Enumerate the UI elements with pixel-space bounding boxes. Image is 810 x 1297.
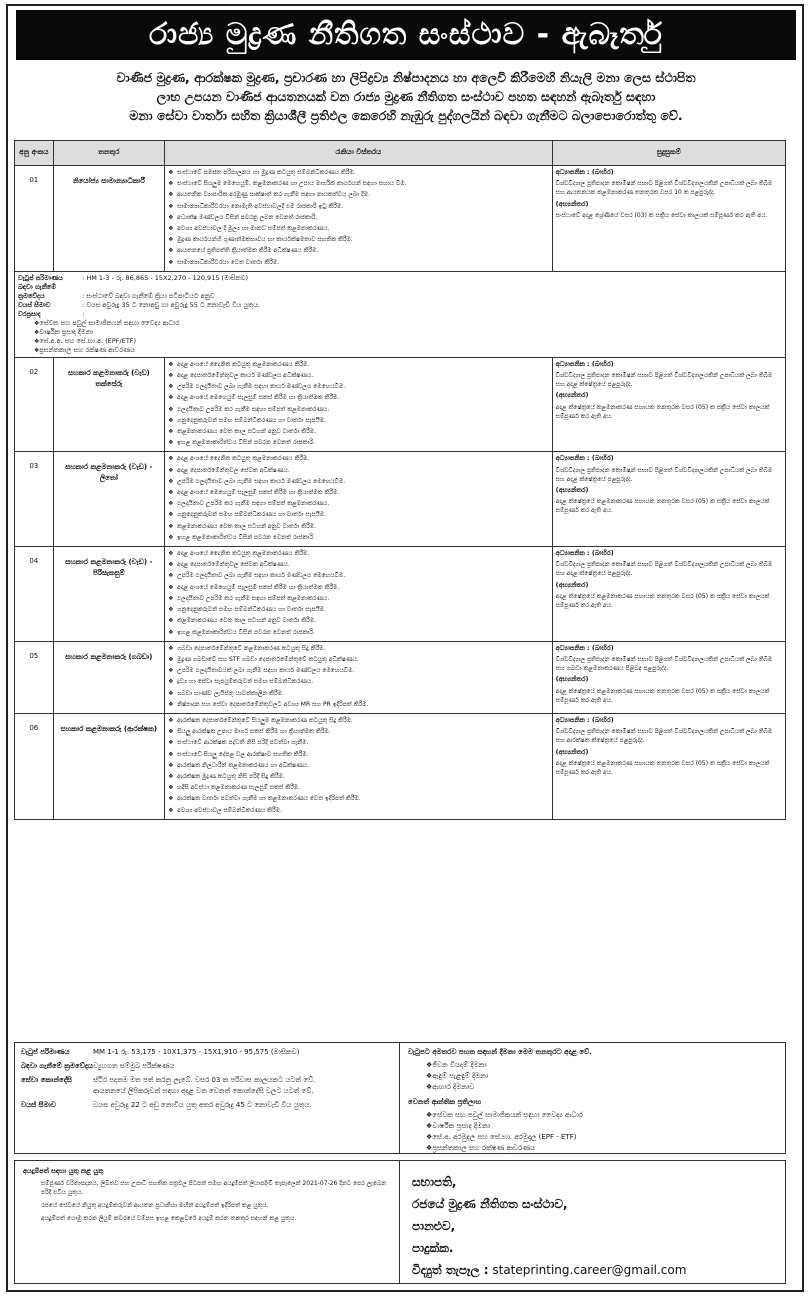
row-number: 05 [15, 641, 54, 713]
qualifications-cell [552, 166, 785, 272]
duty-item: ❖ සංස්ථාවේ සියලු දේපළ වල ආරක්ෂාව සහතික කිරීම. [168, 750, 549, 759]
qual-heading: අධ්‍යාපනික : (බාහිර) [555, 454, 614, 463]
address-line: පාදුක්ක. [412, 1241, 454, 1255]
qual-heading: අධ්‍යාපනික : (බාහිර) [555, 549, 614, 558]
duty-item: ❖ ගබඩා දෙපාර්තමේන්තුවේ කළමනාකරණ කටයුතු සිදු කිරීම. [168, 644, 549, 653]
service-value: ආයතනයේ ලිපිකරුවන් සඳහා අදාළ වන වෙනත් කොන්දේසි වලට යටත් වේ. [93, 1087, 314, 1095]
table-row [15, 713, 786, 819]
list-item: ❖ ආහාර දීමනාව [426, 1082, 777, 1093]
qual-heading: (අභ්‍යන්තර) [555, 675, 589, 684]
qual-heading: (අභ්‍යන්තර) [555, 747, 589, 756]
benefits-list [408, 1110, 777, 1154]
table-row [15, 357, 786, 452]
qual-heading: අධ්‍යාපනික : (බාහිර) [555, 359, 614, 368]
row-number: 04 [15, 547, 54, 642]
method-label: බඳවා ගැනීමේ ක්‍රමවේදය [21, 1062, 93, 1070]
qual-heading: අධ්‍යාපනික : (බාහිර) [555, 168, 614, 176]
list-item: ❖ ප්‍රසන්තකාල සහ රක්ෂණ ආවරණය [34, 346, 782, 355]
duty-item: ❖ සාමාන්‍යාධිකාරීවරයා වෙත වාර්තා කිරීම. [168, 258, 549, 267]
duty-item: ❖ අදාළ අංශයේ මෙහෙයුම් සැලසුම් සකස් කිරීම හා ක්‍රියාත්මක කිරීම. [168, 488, 549, 497]
email-link[interactable]: stateprinting.career@gmail.com [492, 1263, 687, 1277]
header-qualifications: සුදුසුකම් [552, 141, 785, 166]
duty-item: ❖ අදාළ අංශයේ මෙහෙයුම් සැලසුම් සකස් කිරීම හා ක්‍රියාත්මක කිරීම. [168, 393, 549, 402]
duty-item: ❖ නිෂ්පාදන සහ සේවා දෙපාර්තමේන්තුවලට අවශ්‍ය MR සහ PR ඉදිරිපත් කිරීම. [168, 700, 549, 709]
method-value: සංස්ථාවේ බඳවා ගැනීමේ ක්‍රියා පටිපාටියට අනුව [86, 291, 215, 300]
duties-list [168, 716, 549, 815]
duty-item: ❖ කළමනාකරණය වෙත කාල සටහන් අනුව වාර්තා කිරීම. [168, 616, 549, 625]
age-value: වයස අවුරුදු 22 ට අඩු නොවිය යුතු අතර අවුරුදු 45 ට නොවැඩි විය යුතුය. [93, 1101, 312, 1109]
duty-item: ❖ අදාළ දෙපාර්තමේන්තුවල කාර්ය මණ්ඩලය අධීක්ෂණය. [168, 371, 549, 380]
qual-text: අදාළ ක්ෂේත්‍රයේ කළමනාකරණ සහායක තනතුරක වසර (05) ක සක්‍රීය සේවා කාලයක් සම්පූර්ණ කර ඇති අය. [555, 687, 770, 704]
duty-item: ❖ මුද්‍රණ ගබඩාවේ සහ STF ගබඩා දෙපාර්තමේන්තුවේ කටයුතු අධීක්ෂණය. [168, 655, 549, 664]
qualifications-cell [552, 357, 785, 452]
table-row [15, 547, 786, 642]
duties-cell [165, 166, 553, 272]
duties-cell [165, 641, 553, 713]
duties-list [168, 549, 549, 637]
duty-item: ❖ හදිසි අවස්ථා කළමනාකරණ සැලසුම් සකස් කිරීම. [168, 783, 549, 792]
note-item: රජයේ සේවයේ නියුතු අයදුම්කරුවන් ආයතන ප්‍රධානියා මඟින් අයදුම්පත් ඉදිරිපත් කළ යුතුය. [41, 1202, 269, 1209]
duty-item: ❖ ආයතනයේ ප්‍රතිපත්ති ක්‍රියාත්මක කිරීම අධීක්ෂණය කිරීම. [168, 246, 549, 255]
conditions-box [14, 1042, 786, 1154]
post-title: සහකාර කළමනාකරු (වැඩ) - ලිතෝ [53, 452, 165, 547]
qual-heading: (අභ්‍යන්තර) [555, 199, 589, 208]
list-item: ❖ ඇඳුම් පැළඳුම් දීමනා [426, 1071, 777, 1082]
duties-cell [165, 713, 553, 819]
address-block [400, 1161, 785, 1283]
duty-item: ❖ උපරිම ඵලදායිතාව ලබා ගැනීම සඳහා කාර්ය මණ්ඩලය මෙහෙයවීම. [168, 477, 549, 486]
header-post: තනතුර [53, 141, 165, 166]
header-duties: රැකියා විස්තරය [165, 141, 553, 166]
qual-text: විශ්වවිද්‍යාල ප්‍රතිපාදන කොමිෂන් සභාව පිළිගත් විශ්වවිද්‍යාලයකින් උපාධියක් ලබා තිබීම සහ අදාළ ක්ෂේත්‍රයේ පළපුරුද්ද. [555, 466, 773, 483]
qual-text: අදාළ ක්ෂේත්‍රයේ කළමනාකරණ සහායක තනතුරක වසර (05) ක සක්‍රීය සේවා කාලයක් සම්පූර්ණ කර ඇති අය. [555, 592, 770, 610]
duty-item: ❖ ඉහළ කළමනාකාරිත්වය විසින් පවරන වෙනත් රාජකාරි. [168, 438, 549, 447]
list-item: ❖ ප්‍රසන්තකාල සහ රක්ෂණ ආවරණය [426, 1143, 777, 1154]
qual-text: අදාළ ක්ෂේත්‍රයේ කළමනාකරණ සහායක තනතුරක වසර (05) ක සක්‍රීය සේවා කාලයක් සම්පූර්ණ කර ඇති අය. [555, 403, 770, 420]
list-item: ❖ ජීවන වියදම් දීමනා [426, 1060, 777, 1071]
qual-text: විශ්වවිද්‍යාල ප්‍රතිපාදන කොමිෂන් සභාව පිළිගත් විශ්වවිද්‍යාලයකින් උපාධියක් ලබා තිබීම සහ අදාළ ක්ෂේත්‍රයේ පළපුරුද්ද. [555, 372, 773, 389]
email-label: විද්‍යුත් තැපෑල : [412, 1263, 489, 1277]
intro-line: වාණිජ මුද්‍රණ, ආරක්ෂක මුද්‍රණ, ප්‍රචාරණ හා ලිපිද්‍රව්‍ය නිෂ්පාදනය හා අලෙවි කිරීමෙහි නියැලි මනා ලෙස ස්ථාපිත [116, 70, 696, 85]
duty-item: ❖ අදාළ දෙපාර්තමේන්තුවල සේවක අධීක්ෂණය. [168, 466, 549, 475]
row-number: 03 [15, 452, 54, 547]
duty-item: ❖ ඉහළ කළමනාකාරිත්වය විසින් පවරන වෙනත් රාජකාරි. [168, 628, 549, 637]
conditions-right [400, 1043, 785, 1153]
qualifications-cell [552, 641, 785, 713]
duty-item: ❖ ගනුදෙනුකරුවන් සමඟ සම්බන්ධීකරණය හා වාර්තා සැපයීම. [168, 605, 549, 614]
duty-item: ❖ උපරිම ඵලදායිතාව ලබා ගැනීම සඳහා කාර්ය මණ්ඩලය මෙහෙයවීම. [168, 571, 549, 580]
qual-text: විශ්වවිද්‍යාල ප්‍රතිපාදන කොමිෂන් සභාව පිළිගත් විශ්වවිද්‍යාලයකින් උපාධියක් ලබා තිබීම සහ ගබඩා කළමනාකරණය පිළිබඳ පළපුරුද්ද. [555, 655, 773, 673]
post-title: සහකාර කළමනාකරු (වැඩ) තක්සේරු [53, 357, 165, 452]
qual-heading: (අභ්‍යන්තර) [555, 580, 589, 589]
list-item: ❖ සේ.අ.අ. සහ සේ.භා.අ. (EPF/ETF) [34, 337, 782, 346]
list-item: ❖ වාර්ෂික ප්‍රසාද දීමනා [426, 1121, 777, 1132]
duty-item: ❖ ඵලදායිතාව උපරිම කර ගැනීම සඳහා සම්පත් කළමනාකරණය. [168, 594, 549, 603]
post-title: සහකාර කළමනාකරු (ආරක්ෂක) [53, 713, 165, 819]
age-label: වයස් සීමාව [21, 1101, 56, 1109]
qual-text: අදාළ ක්ෂේත්‍රයේ කළමනාකරණ සහායක තනතුරක වසර (05) ක සක්‍රීය සේවා කාලයක් සම්පූර්ණ කර ඇති අය. [555, 498, 770, 515]
salary-label: වැටුප් පරිමාණය [21, 1048, 70, 1056]
conditions-left [15, 1043, 400, 1153]
post-title: සහකාර කළමනාකරු (ගබඩා) [53, 641, 165, 713]
duty-item: ❖ ඵලදායිතාව උපරිම කර ගැනීම සඳහා සම්පත් කළමනාකරණය. [168, 499, 549, 508]
table-header [15, 141, 786, 166]
duty-item: ❖ අවශ්‍ය අවස්ථාවල දී මූල්‍ය හා මානව සම්පත් කළමනාකරණය. [168, 224, 549, 233]
allowance-label: වරප්‍රසාද [18, 309, 41, 318]
duty-item: ❖ ආරක්ෂක මුද්‍රණ කටයුතු නිසි පරිදි සිදු කිරීම. [168, 772, 549, 781]
duty-item: ❖ සංස්ථාවේ සියලුම මෙහෙයුම්, කළමනාකරණ හා උපාය මාර්ගික කාර්යයන් සඳහා සහාය වීම. [168, 179, 549, 188]
salary-value: MM 1-1 රු. 53,175 - 10X1,375 - 15X1,910 - 95,575 (මාසිකව) [93, 1048, 300, 1056]
duty-item: ❖ අවශ්‍ය අවස්ථාවල සම්බන්ධීකරණය කිරීම. [168, 806, 549, 815]
duties-cell [165, 452, 553, 547]
qual-text: විශ්වවිද්‍යාල ප්‍රතිපාදන කොමිෂන් සභාව පිළිගත් විශ්වවිද්‍යාලයකින් උපාධියක් ලබා තිබීම සහ ආරක්ෂක ක්ෂේත්‍රයේ පළපුරුද්ද. [555, 728, 773, 745]
note-item: සම්පූර්ණ චරිතාපදානය, ලිඛිතව සහ උපාධි සහතික පත්‍රවල පිටපත් සමඟ අයදුම්පත් ලියාපදිංචි තැපෑලෙන් 2021-07-26 දිනට පෙර ලැබෙන පරිදි එවිය යුතුය. [41, 1180, 387, 1196]
list-item: ❖ වාර්ෂික ප්‍රසාද දීමනා [34, 328, 782, 337]
duty-item: ❖ ආරක්ෂක නිලධාරීන් කළමනාකරණය හා අධීක්ෂණය. [168, 761, 549, 770]
duty-item: ❖ කළමනාකරණය වෙත කාල සටහන් අනුව වාර්තා කිරීම. [168, 522, 549, 531]
age-value: වයස අවුරුදු 35 ට නොඅඩු හා අවුරුදු 55 ට නොවැඩි විය යුතුය. [86, 300, 261, 309]
duty-item: ❖ උපරිම ඵලදායිතාව ලබා ගැනීම සඳහා කාර්ය මණ්ඩලය මෙහෙයවීම. [168, 382, 549, 391]
address-line: පානළුව, [412, 1219, 456, 1233]
table-row [15, 166, 786, 272]
duty-item: ❖ අදාළ අංශයේ මෙහෙයුම් සැලසුම් සකස් කිරීම හා ක්‍රියාත්මක කිරීම. [168, 583, 549, 592]
table-row [15, 641, 786, 713]
service-label: සේවා කොන්දේසි [21, 1076, 72, 1084]
duties-list [168, 360, 549, 448]
footer-box [14, 1160, 786, 1284]
qualifications-cell [552, 713, 785, 819]
email-line [412, 1259, 773, 1281]
duty-item: ❖ අදාළ දෙපාර්තමේන්තුවල සේවක අධීක්ෂණය. [168, 560, 549, 569]
notes-heading: අයදුම්පත් සඳහා යුතු කළ යුතු [23, 1167, 104, 1175]
header-no: අනු අංකය [15, 141, 54, 166]
duty-item: ❖ අධ්‍යක්ෂ මණ්ඩලය විසින් පවරනු ලබන වෙනත් රාජකාරි. [168, 213, 549, 222]
note-item: අයදුම්පත් යොමු කරන ලියුම් කවරයේ වම්පස ඉහළ කෙළවරේ අයදුම් කරන තනතුර සඳහන් කළ යුතුය. [41, 1215, 297, 1222]
intro-line: මනා සේවා වාර්තා සහිත ක්‍රියාශීලී ප්‍රතිඵල කෙරෙහි නැඹුරු පුද්ගලයින් බඳවා ගැනීමට බලාපොරොත්තු වේ. [129, 108, 683, 123]
qual-text: සංස්ථාවේ අදාළ ශ්‍රේණියේ වසර (03) ක සක්‍රීය සේවා කාලයක් සම්පූර්ණ කර ඇති අය. [555, 211, 768, 219]
duty-item: ❖ අදාළ අංශයේ දෛනික කටයුතු කළමනාකරණය කිරීම. [168, 549, 549, 558]
qual-text: විශ්වවිද්‍යාල ප්‍රතිපාදන කොමිෂන් සභාව පිළිගත් විශ්වවිද්‍යාලයකින් උපාධියක් ලබා තිබීම සහ අදාළ ක්ෂේත්‍රයේ පළපුරුද්ද. [555, 561, 773, 578]
row-number: 06 [15, 713, 54, 819]
duties-list [168, 644, 549, 709]
qual-heading: (අභ්‍යන්තර) [555, 486, 589, 495]
duty-item: ❖ ඉහළ කළමනාකාරිත්වය විසින් පවරන වෙනත් රාජකාරි. [168, 533, 549, 542]
duty-item: ❖ ඵලදායිතාව උපරිම කර ගැනීම සඳහා සම්පත් කළමනාකරණය. [168, 405, 549, 414]
post-title: නියෝජ්‍ය සාමාන්‍යාධිකාරී [53, 166, 165, 272]
duties-list [168, 454, 549, 542]
list-item: ❖ සේ.අ. අරමුදල සහ සේ.භා. අරමුදල (EPF - ETF) [426, 1132, 777, 1143]
salary-cell: වැටුප් පරිමාණය : HM 1-3 - රු. 86,865 - 15X2,270 - 120,915 (මාසිකව) බඳවා ගැනීමේ ක්‍රමවේදය : සංස්ථාවේ බඳවා ගැනීමේ ක්‍රියා පටිපාටියට අනුව වයස් සීමාව : වයස අවුරුදු 35 ට නොඅඩු හා අවුරුදු 55 ට නොවැඩි විය යුතුය. වරප්‍රසාද : ❖ සේවක සහ පවුල් සාමාජිකයන් සඳහා වෛද්‍ය ආධාර ❖ වාර්ෂික ප්‍රසාද දීමනා ❖ සේ.අ.අ. සහ සේ.භා.අ. (EPF/ETF) ❖ ප්‍රසන්තකාල සහ රක්ෂණ ආවරණය [15, 271, 786, 357]
application-notes [15, 1161, 400, 1283]
duties-list [168, 168, 549, 267]
qual-heading: අධ්‍යාපනික : (බාහිර) [555, 715, 614, 724]
address-line: රජයේ මුද්‍රණ නීතිගත සංස්ථාව, [412, 1197, 568, 1211]
duty-item: ❖ අදාළ අංශයේ දෛනික කටයුතු කළමනාකරණය කිරීම. [168, 360, 549, 369]
benefits-heading: වෙනත් ආන්තික ප්‍රතිලාභ [408, 1098, 482, 1106]
intro-line: ලාභ උපයන වාණිජ ආයතනයක් වන රාජ්‍ය මුද්‍රණ නීතිගත සංස්ථාව පහත සඳහන් ඇබෑර්තු සඳහා [156, 89, 656, 104]
duty-item: ❖ සියලු ආරක්ෂක උපාය මාර්ග සකස් කිරීම හා ක්‍රියාත්මක කිරීම. [168, 727, 549, 736]
duty-item: ❖ කළමනාකරණය වෙත කාල සටහන් අනුව වාර්තා කිරීම. [168, 427, 549, 436]
method-label: බඳවා ගැනීමේ ක්‍රමවේදය [18, 282, 56, 300]
duty-item: ❖ සංස්ථාවේ ආරක්ෂක පද්ධති නිසි පරිදි පවත්වා ගැනීම. [168, 738, 549, 747]
qual-heading: අධ්‍යාපනික : (බාහිර) [555, 643, 614, 652]
table-row [15, 452, 786, 547]
duty-item: ❖ මුද්‍රණ කාර්යයන්හි ගුණාත්මකභාවය හා කාර්යක්ෂමතාව සහතික කිරීම. [168, 235, 549, 244]
salary-row [15, 271, 786, 357]
age-label: වයස් සීමාව [18, 300, 51, 309]
duty-item: ❖ උපරිම ඵලදායිතාවයක් ලබා ගැනීම සඳහා කාර්ය මණ්ඩලය මෙහෙයවීම. [168, 666, 549, 675]
duty-item: ❖ ගනුදෙනුකරුවන් සමඟ සම්බන්ධීකරණය හා වාර්තා සැපයීම. [168, 510, 549, 519]
duty-item: ❖ අදාළ අංශයේ දෛනික කටයුතු කළමනාකරණය කිරීම. [168, 454, 549, 463]
vacancy-table [14, 140, 786, 820]
address-line: සභාපති, [412, 1175, 457, 1189]
qual-heading: (අභ්‍යන්තර) [555, 391, 589, 400]
allowance-heading: වැටුපට අමතරව පහත සඳහන් දීමනා මෙම තනතුරට අදාළ වේ. [408, 1048, 592, 1056]
post-title: සහකාර කළමනාකරු (වැඩ) - පිරිසැකසුම් [53, 547, 165, 642]
service-value: ස්ථිර පදනම මත පත් කරනු ලැබේ. වසර 03 ක පරිවාස කාලයකට යටත් වේ. [93, 1076, 316, 1084]
duty-item: ❖ සංස්ථාවේ සමස්ත පරිපාලනය හා මුද්‍රණ කටයුතු සම්බන්ධීකරණය කිරීම. [168, 168, 549, 177]
duty-item: ❖ සාමාන්‍යාධිකාරීවරයා නොමැති අවස්ථාවලදී එම රාජකාරි ඉටු කිරීම. [168, 202, 549, 211]
qual-text: විශ්වවිද්‍යාල ප්‍රතිපාදන කොමිෂන් සභාව පිළිගත් විශ්වවිද්‍යාලයකින් උපාධියක් ලබා තිබීම සහ ආයතනයක කළමනාකරණ තනතුරක වසර 10 ක පළපුරුද්ද. [555, 180, 773, 197]
list-item: ❖ සේවක සහ පවුල් සාමාජිකයන් සඳහා වෛද්‍ය ආධාර [426, 1110, 777, 1121]
duty-item: ❖ ආයතනික ව්‍යාපාරික අරමුණු සාක්ෂාත් කර ගැනීම සඳහා නායකත්වය ලබා දීම. [168, 190, 549, 199]
page-title: රාජ්‍ය මුද්‍රණ නීතිගත සංස්ථාව - ඇබෑර්තු [16, 10, 796, 60]
duty-item: ❖ ආරක්ෂක දෙපාර්තමේන්තුවේ සියලුම කළමනාකරණ කටයුතු සිදු කිරීම. [168, 716, 549, 725]
duty-item: ❖ ද්‍රව්‍ය හා සේවා සැපයුම්කරුවන් සමඟ සම්බන්ධීකරණය. [168, 677, 549, 686]
duties-cell [165, 547, 553, 642]
duty-item: ❖ ගබඩා භාණ්ඩ ලැයිස්තු යාවත්කාලීන කිරීම. [168, 689, 549, 698]
salary-value: HM 1-3 - රු. 86,865 - 15X2,270 - 120,915 (මාසිකව) [86, 273, 249, 282]
list-item: ❖ සේවක සහ පවුල් සාමාජිකයන් සඳහා වෛද්‍ය ආධාර [34, 319, 782, 328]
row-number: 01 [15, 166, 54, 272]
allowance-list [408, 1060, 777, 1093]
duty-item: ❖ ආරක්ෂක වාර්තා පවත්වා ගැනීම හා කළමනාකරණය වෙත ඉදිරිපත් කිරීම. [168, 794, 549, 803]
duty-item: ❖ ගනුදෙනුකරුවන් සමඟ සම්බන්ධීකරණය හා වාර්තා සැපයීම. [168, 416, 549, 425]
qual-text: අදාළ ක්ෂේත්‍රයේ කළමනාකරණ සහායක තනතුරක වසර (05) ක සක්‍රීය සේවා කාලයක් සම්පූර්ණ කර ඇති අය. [555, 759, 770, 776]
salary-label: වැටුප් පරිමාණය [18, 273, 63, 282]
qualifications-cell [552, 452, 785, 547]
method-value: ව්‍යුහගත සම්මුඛ පරීක්ෂණය [93, 1062, 175, 1070]
intro-text [28, 68, 784, 125]
allowance-list [18, 319, 782, 355]
row-number: 02 [15, 357, 54, 452]
qualifications-cell [552, 547, 785, 642]
duties-cell [165, 357, 553, 452]
